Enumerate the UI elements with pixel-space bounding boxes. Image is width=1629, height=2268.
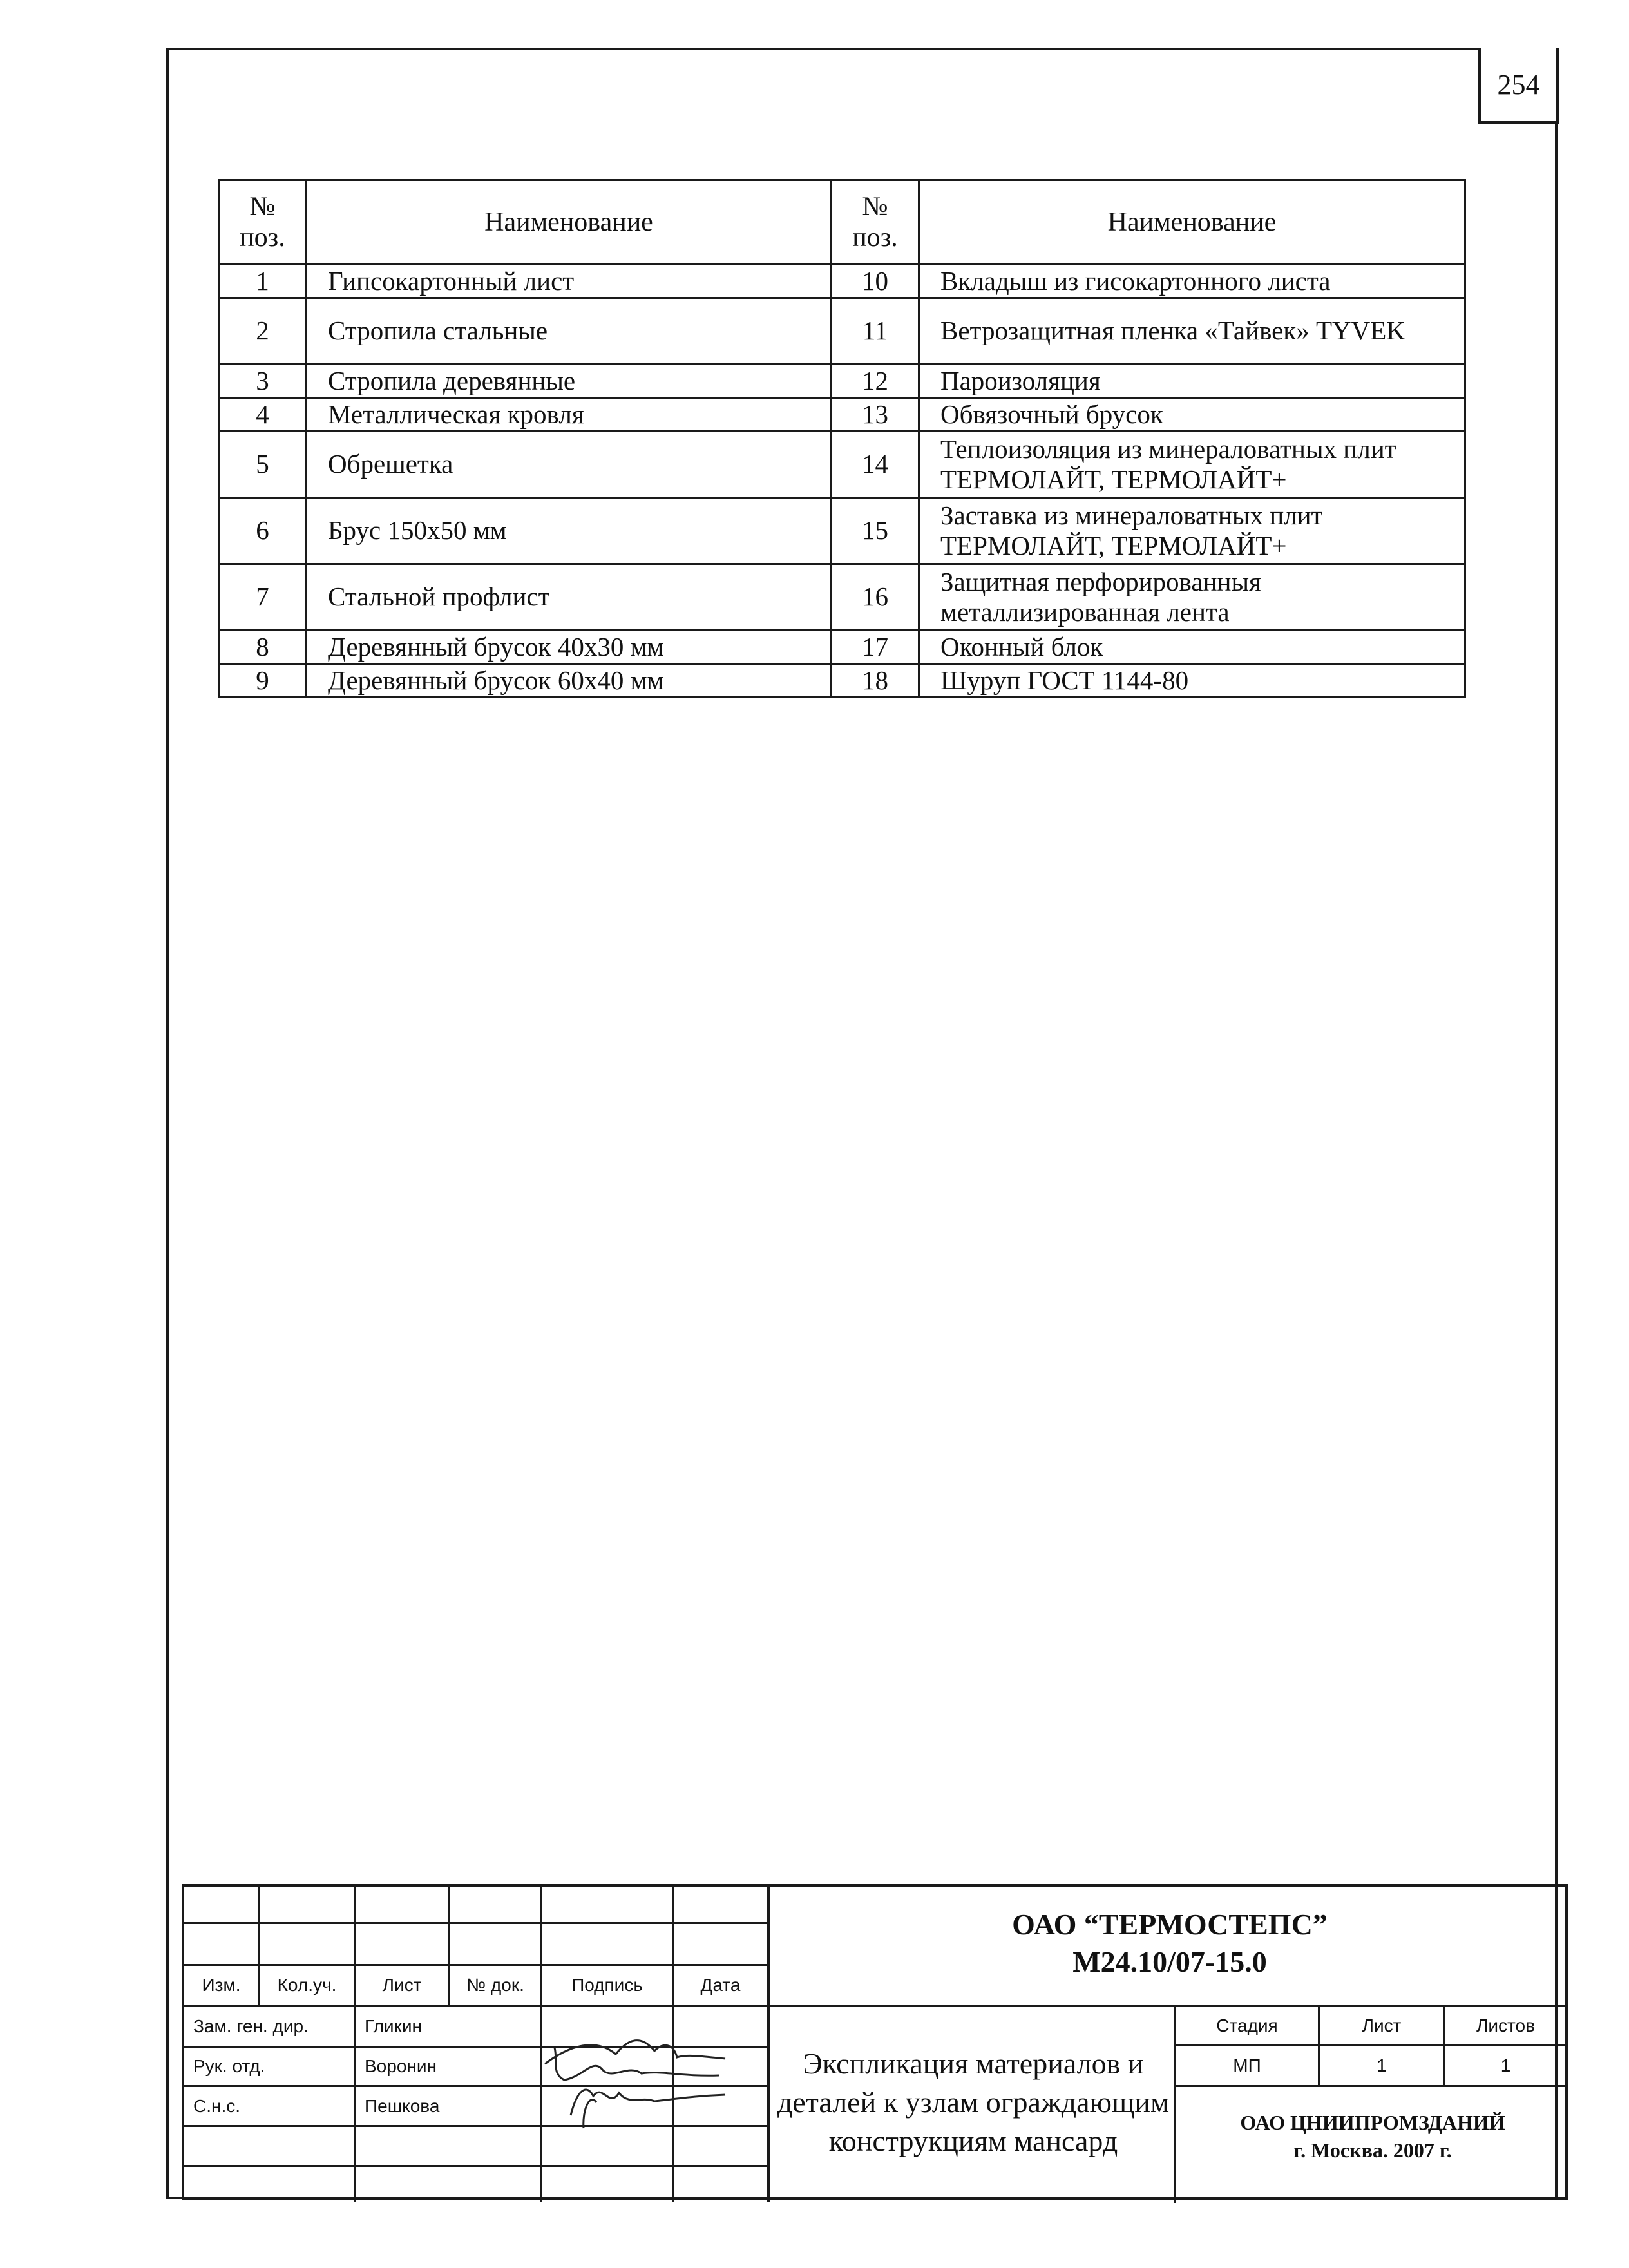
cell-name-right: Вкладыш из гисокартонного листа [919, 265, 1465, 298]
org-name: ОАО “ТЕРМОСТЕПС” [1012, 1908, 1328, 1941]
cell-pos-right: 18 [832, 664, 919, 698]
table-row [219, 664, 1465, 698]
sheets-label: Листов [1476, 2015, 1535, 2035]
cell-pos-right: 13 [832, 398, 919, 432]
institute-block [1176, 2109, 1569, 2164]
col-date: Дата [700, 1974, 741, 1995]
person-2: Воронин [365, 2056, 437, 2076]
document-title: Экспликация материалов и деталей к узлам ограждающим конструкциям мансард [777, 2047, 1170, 2157]
cell-name-right: Ветрозащитная пленка «Тайвек» TYVEK [919, 298, 1465, 365]
cell-pos-right: 11 [832, 298, 919, 365]
cell-pos-left: 5 [219, 432, 307, 498]
institute-city-year: г. Москва. 2007 г. [1293, 2139, 1452, 2162]
cell-pos-right: 16 [832, 564, 919, 631]
person-3: Пешкова [365, 2095, 440, 2116]
table-row [219, 398, 1465, 432]
col-izm: Изм. [202, 1974, 241, 1995]
table-row [219, 432, 1465, 498]
cell-name-left: Обрешетка [307, 432, 832, 498]
cell-name-right: Оконный блок [919, 631, 1465, 664]
cell-pos-left: 9 [219, 664, 307, 698]
table-body [219, 265, 1465, 698]
cell-pos-right: 17 [832, 631, 919, 664]
table-header-row [219, 180, 1465, 265]
cell-pos-left: 6 [219, 498, 307, 564]
sheets-value: 1 [1500, 2055, 1511, 2075]
cell-name-right: Шуруп ГОСТ 1144-80 [919, 664, 1465, 698]
role-1: Зам. ген. дир. [193, 2016, 309, 2036]
cell-name-left: Металлическая кровля [307, 398, 832, 432]
table-row [219, 498, 1465, 564]
cell-pos-right: 15 [832, 498, 919, 564]
header-name-left: Наименование [307, 180, 832, 265]
table-row [219, 631, 1465, 664]
table-row [219, 365, 1465, 398]
table-row [219, 265, 1465, 298]
cell-name-left: Деревянный брусок 40х30 мм [307, 631, 832, 664]
header-name-right: Наименование [919, 180, 1465, 265]
cell-pos-left: 3 [219, 365, 307, 398]
institute-name: ОАО ЦНИИПРОМЗДАНИЙ [1240, 2111, 1505, 2134]
cell-name-right: Защитная перфорированныя металлизированная лента [919, 564, 1465, 631]
sheet-label: Лист [1362, 2015, 1402, 2035]
cell-name-right: Теплоизоляция из минераловатных плит ТЕРМОЛАЙТ, ТЕРМОЛАЙТ+ [919, 432, 1465, 498]
role-2: Рук. отд. [193, 2056, 265, 2076]
cell-pos-right: 12 [832, 365, 919, 398]
col-kol: Кол.уч. [277, 1974, 337, 1995]
cell-name-left: Брус 150х50 мм [307, 498, 832, 564]
header-pos-left: № поз. [219, 180, 307, 265]
cell-name-left: Стропила деревянные [307, 365, 832, 398]
header-pos-right: № поз. [832, 180, 919, 265]
cell-pos-left: 7 [219, 564, 307, 631]
sheet-value: 1 [1377, 2055, 1387, 2075]
table-row [219, 564, 1465, 631]
doc-code: М24.10/07-15.0 [1072, 1945, 1267, 1978]
cell-pos-right: 14 [832, 432, 919, 498]
cell-name-left: Деревянный брусок 60х40 мм [307, 664, 832, 698]
title-block [182, 1884, 1568, 2200]
cell-name-right: Обвязочный брусок [919, 398, 1465, 432]
cell-pos-left: 8 [219, 631, 307, 664]
cell-name-left: Стальной профлист [307, 564, 832, 631]
cell-name-left: Гипсокартонный лист [307, 265, 832, 298]
table-row [219, 298, 1465, 365]
cell-pos-left: 4 [219, 398, 307, 432]
signatures [532, 2019, 738, 2135]
role-3: С.н.с. [193, 2095, 241, 2116]
col-sign: Подпись [571, 1974, 643, 1995]
cell-name-right: Заставка из минераловатных плит ТЕРМОЛАЙТ, ТЕРМОЛАЙТ+ [919, 498, 1465, 564]
cell-pos-right: 10 [832, 265, 919, 298]
explication-table [218, 179, 1466, 698]
col-doc: № док. [466, 1974, 524, 1995]
cell-pos-left: 1 [219, 265, 307, 298]
org-header [774, 1906, 1566, 1980]
cell-name-right: Пароизоляция [919, 365, 1465, 398]
col-list: Лист [382, 1974, 422, 1995]
cell-name-left: Стропила стальные [307, 298, 832, 365]
stage-value: МП [1233, 2055, 1261, 2075]
page-number: 254 [1478, 48, 1559, 124]
person-1: Гликин [365, 2016, 422, 2036]
stage-label: Стадия [1216, 2015, 1278, 2035]
cell-pos-left: 2 [219, 298, 307, 365]
